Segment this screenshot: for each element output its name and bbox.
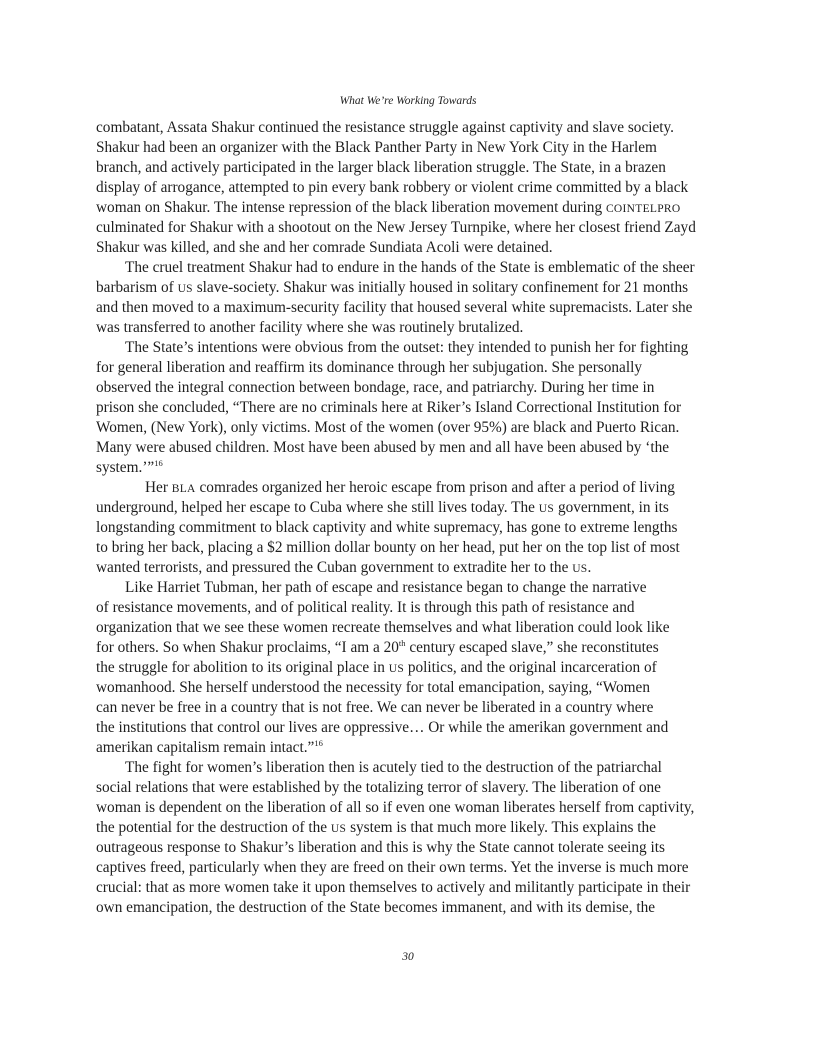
text-line: of resistance movements, and of political reality. It is through this path of resistance and [96, 599, 635, 616]
text-line: Shakur had been an organizer with the Black Panther Party in New York City in the Harlem [96, 139, 657, 156]
text-line: own emancipation, the destruction of the State becomes immanent, and with its demise, the [96, 899, 656, 916]
text-line: combatant, Assata Shakur continued the resistance struggle against captivity and slave society. [96, 119, 675, 136]
text-line: Many were abused children. Most have been abused by men and all have been abused by ‘the [96, 439, 670, 456]
text-fragment: system is that much more likely. This explains the [350, 819, 656, 836]
text-line [96, 198, 720, 218]
ordinal-suffix: th [398, 638, 406, 648]
small-caps-acronym: US [538, 503, 555, 515]
text-fragment: system.’” [96, 459, 155, 476]
text-line: The cruel treatment Shakur had to endure in the hands of the State is emblematic of the sheer [125, 259, 695, 276]
text-line: to bring her back, placing a $2 million dollar bounty on her head, put her on the top list of most [96, 539, 680, 556]
text-line: woman is dependent on the liberation of all so if even one woman liberates herself from captivity, [96, 799, 695, 816]
text-line: the institutions that control our lives are oppressive… Or while the amerikan government and [96, 719, 669, 736]
text-fragment: wanted terrorists, and pressured the Cuban government to extradite her to the [96, 559, 569, 576]
text-line: crucial: that as more women take it upon themselves to actively and militantly participate in their [96, 879, 691, 896]
text-fragment: century escaped slave,” she reconstitutes [409, 639, 659, 656]
text-line [96, 638, 720, 658]
footnote-marker: 16 [154, 458, 163, 468]
text-line: longstanding commitment to black captivity and white supremacy, has gone to extreme lengths [96, 519, 678, 536]
text-line: prison she concluded, “There are no criminals here at Riker’s Island Correctional Institution for [96, 399, 682, 416]
text-line: social relations that were established by the totalizing terror of slavery. The liberation of one [96, 779, 661, 796]
text-line: Like Harriet Tubman, her path of escape and resistance began to change the narrative [125, 579, 647, 596]
text-fragment: comrades organized her heroic escape from prison and after a period of living [199, 479, 675, 496]
page-number: 30 [402, 951, 414, 963]
text-line: branch, and actively participated in the larger black liberation struggle. The State, in a brazen [96, 159, 666, 176]
small-caps-acronym: US [177, 283, 193, 295]
text-line: captives freed, particularly when they are freed on their own terms. Yet the inverse is much more [96, 859, 689, 876]
text-line [96, 278, 720, 298]
text-line [96, 558, 720, 578]
text-line: observed the integral connection between bondage, race, and patriarchy. During her time in [96, 379, 655, 396]
text-line [96, 458, 720, 478]
text-line: The State’s intentions were obvious from the outset: they intended to punish her for fighting [125, 339, 689, 356]
text-line [96, 738, 720, 758]
text-line [96, 478, 720, 498]
body-text [96, 118, 720, 918]
text-line: culminated for Shakur with a shootout on the New Jersey Turnpike, where her closest friend Zayd [96, 219, 696, 236]
running-head: What We’re Working Towards [339, 95, 477, 107]
text-fragment: barbarism of [96, 279, 174, 296]
text-line: womanhood. She herself understood the necessity for total emancipation, saying, “Women [96, 679, 650, 696]
text-fragment: the struggle for abolition to its original place in [96, 659, 385, 676]
text-line: The fight for women’s liberation then is acutely tied to the destruction of the patriarchal [125, 759, 662, 776]
small-caps-acronym: US [572, 563, 588, 575]
small-caps-acronym: US [388, 663, 405, 675]
text-fragment: the potential for the destruction of the [96, 819, 328, 836]
text-line: Shakur was killed, and she and her comrade Sundiata Acoli were detained. [96, 239, 553, 256]
footnote-marker: 16 [314, 738, 323, 748]
small-caps-acronym: COINTELPRO [605, 203, 681, 215]
text-fragment: slave-society. Shakur was initially housed in solitary confinement for 21 months [196, 279, 689, 296]
text-line: organization that we see these women recreate themselves and what liberation could look like [96, 619, 670, 636]
text-line [96, 658, 720, 678]
text-line: Women, (New York), only victims. Most of the women (over 95%) are black and Puerto Rican. [96, 419, 680, 436]
text-fragment: woman on Shakur. The intense repression of the black liberation movement during [96, 199, 603, 216]
text-fragment: amerikan capitalism remain intact.” [96, 739, 315, 756]
text-line: display of arrogance, attempted to pin every bank robbery or violent crime committed by a black [96, 179, 689, 196]
text-fragment: for others. So when Shakur proclaims, “I am a 20 [96, 639, 399, 656]
text-line [96, 498, 720, 518]
small-caps-acronym: US [330, 823, 347, 835]
text-fragment: politics, and the original incarceration of [407, 659, 657, 676]
text-fragment: underground, helped her escape to Cuba where she still lives today. The [96, 499, 535, 516]
text-line [96, 818, 720, 838]
text-line: and then moved to a maximum-security facility that housed several white supremacists. Later she [96, 299, 693, 316]
text-fragment: government, in its [557, 499, 669, 516]
small-caps-acronym: BLA [171, 483, 196, 495]
text-line: was transferred to another facility where she was routinely brutalized. [96, 319, 524, 336]
text-line: for general liberation and reaffirm its dominance through her subjugation. She personally [96, 359, 642, 376]
text-line: outrageous response to Shakur’s liberation and this is why the State cannot tolerate seeing its [96, 839, 665, 856]
text-fragment: Her [145, 479, 168, 496]
text-fragment: . [587, 559, 592, 576]
text-line: can never be free in a country that is not free. We can never be liberated in a country where [96, 699, 654, 716]
